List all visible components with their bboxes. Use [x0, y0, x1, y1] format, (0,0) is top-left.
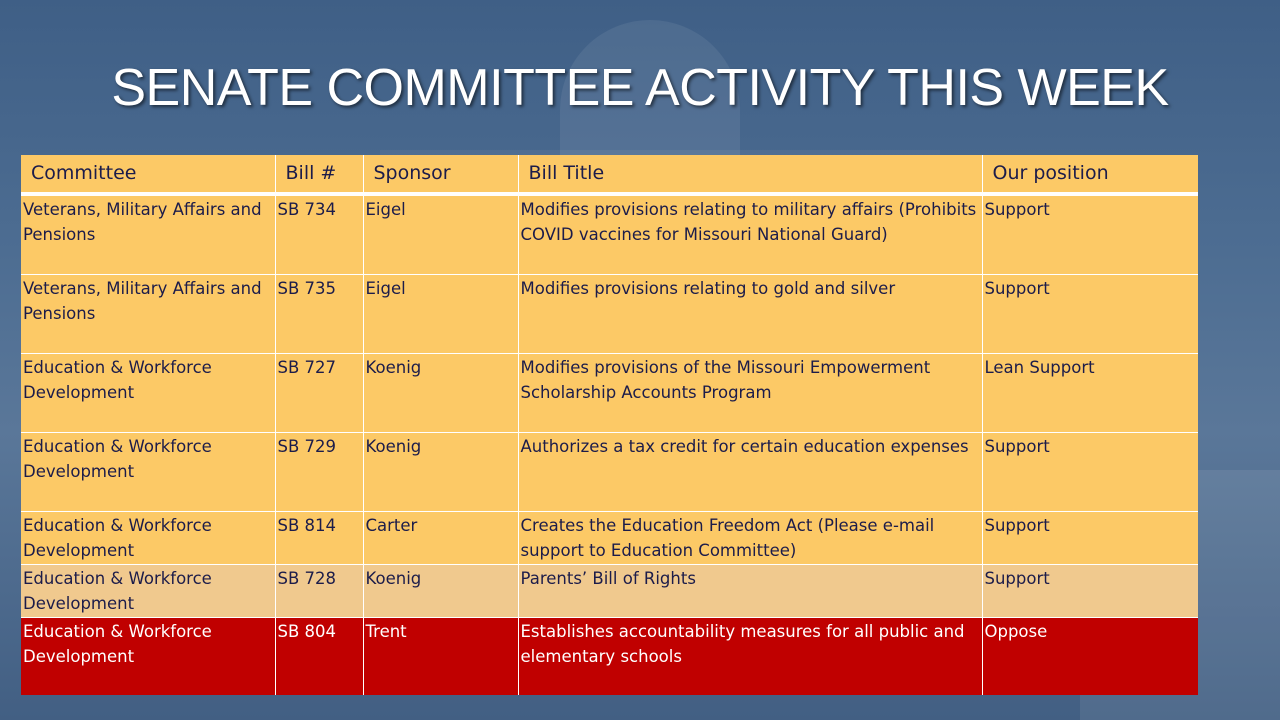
- cell-position: Support: [982, 565, 1198, 618]
- cell-position: Oppose: [982, 618, 1198, 696]
- header-bill-title: Bill Title: [518, 155, 982, 194]
- slide-title: SENATE COMMITTEE ACTIVITY THIS WEEK: [111, 59, 1169, 117]
- cell-committee: Veterans, Military Affairs and Pensions: [21, 275, 275, 354]
- cell-sponsor: Koenig: [363, 433, 518, 512]
- cell-position: Support: [982, 194, 1198, 275]
- cell-position: Support: [982, 512, 1198, 565]
- table-header-row: [21, 155, 1198, 194]
- header-our-position: Our position: [982, 155, 1198, 194]
- header-committee: Committee: [21, 155, 275, 194]
- cell-bill-title: Modifies provisions relating to gold and silver: [518, 275, 982, 354]
- cell-bill-title: Modifies provisions relating to military affairs (Prohibits COVID vaccines for Missouri National Guard): [518, 194, 982, 275]
- table-row: [21, 194, 1198, 275]
- header-bill-number: Bill #: [275, 155, 363, 194]
- cell-bill-title: Establishes accountability measures for all public and elementary schools: [518, 618, 982, 696]
- cell-bill-title: Creates the Education Freedom Act (Please e-mail support to Education Committee): [518, 512, 982, 565]
- cell-sponsor: Koenig: [363, 354, 518, 433]
- cell-bill-title: Authorizes a tax credit for certain education expenses: [518, 433, 982, 512]
- table-row: [21, 565, 1198, 618]
- cell-bill-number: SB 727: [275, 354, 363, 433]
- cell-position: Support: [982, 433, 1198, 512]
- cell-bill-title: Modifies provisions of the Missouri Empowerment Scholarship Accounts Program: [518, 354, 982, 433]
- table-row: [21, 512, 1198, 565]
- cell-committee: Education & Workforce Development: [21, 354, 275, 433]
- cell-sponsor: Eigel: [363, 194, 518, 275]
- cell-committee: Education & Workforce Development: [21, 565, 275, 618]
- cell-position: Support: [982, 275, 1198, 354]
- cell-bill-number: SB 728: [275, 565, 363, 618]
- cell-bill-number: SB 814: [275, 512, 363, 565]
- cell-bill-number: SB 729: [275, 433, 363, 512]
- table-row: [21, 433, 1198, 512]
- cell-bill-number: SB 734: [275, 194, 363, 275]
- committee-activity-table: [21, 155, 1198, 695]
- cell-committee: Veterans, Military Affairs and Pensions: [21, 194, 275, 275]
- cell-sponsor: Trent: [363, 618, 518, 696]
- cell-bill-title: Parents’ Bill of Rights: [518, 565, 982, 618]
- table-row: [21, 275, 1198, 354]
- cell-committee: Education & Workforce Development: [21, 618, 275, 696]
- header-sponsor: Sponsor: [363, 155, 518, 194]
- table-row: [21, 618, 1198, 696]
- table-row: [21, 354, 1198, 433]
- cell-committee: Education & Workforce Development: [21, 512, 275, 565]
- cell-sponsor: Carter: [363, 512, 518, 565]
- cell-sponsor: Koenig: [363, 565, 518, 618]
- cell-sponsor: Eigel: [363, 275, 518, 354]
- cell-bill-number: SB 804: [275, 618, 363, 696]
- cell-position: Lean Support: [982, 354, 1198, 433]
- cell-committee: Education & Workforce Development: [21, 433, 275, 512]
- cell-bill-number: SB 735: [275, 275, 363, 354]
